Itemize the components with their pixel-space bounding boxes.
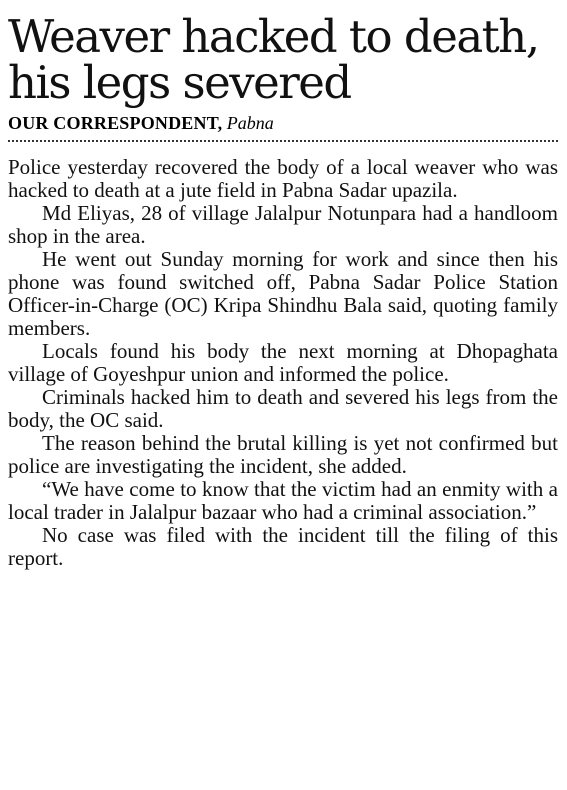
paragraph-2: Md Eliyas, 28 of village Jalalpur Notunpara had a handloom shop in the area. [8, 201, 558, 248]
byline-author: OUR CORRESPONDENT, [8, 113, 223, 133]
paragraph-8: No case was filed with the incident till the filing of this report. [8, 523, 558, 570]
byline-place: Pabna [226, 113, 274, 133]
byline [8, 112, 558, 134]
news-article [8, 10, 558, 570]
paragraph-6: The reason behind the brutal killing is yet not confirmed but police are investigating the incident, she added. [8, 431, 558, 478]
article-body [8, 156, 558, 570]
headline-line-2: his legs severed [8, 56, 351, 109]
paragraph-4: Locals found his body the next morning at Dhopaghata village of Goyeshpur union and informed the police. [8, 339, 558, 386]
dotted-divider [8, 140, 558, 142]
paragraph-1: Police yesterday recovered the body of a local weaver who was hacked to death at a jute field in Pabna Sadar upazila. [8, 155, 558, 202]
headline-line-1: Weaver hacked to death, [8, 10, 539, 63]
headline [8, 10, 558, 109]
paragraph-7: “We have come to know that the victim had an enmity with a local trader in Jalalpur bazaar who had a criminal association.” [8, 477, 558, 524]
paragraph-5: Criminals hacked him to death and severed his legs from the body, the OC said. [8, 385, 558, 432]
paragraph-3: He went out Sunday morning for work and since then his phone was found switched off, Pabna Sadar Police Station Officer-in-Charge (OC) Kripa Shindhu Bala said, quoting family members. [8, 247, 558, 340]
